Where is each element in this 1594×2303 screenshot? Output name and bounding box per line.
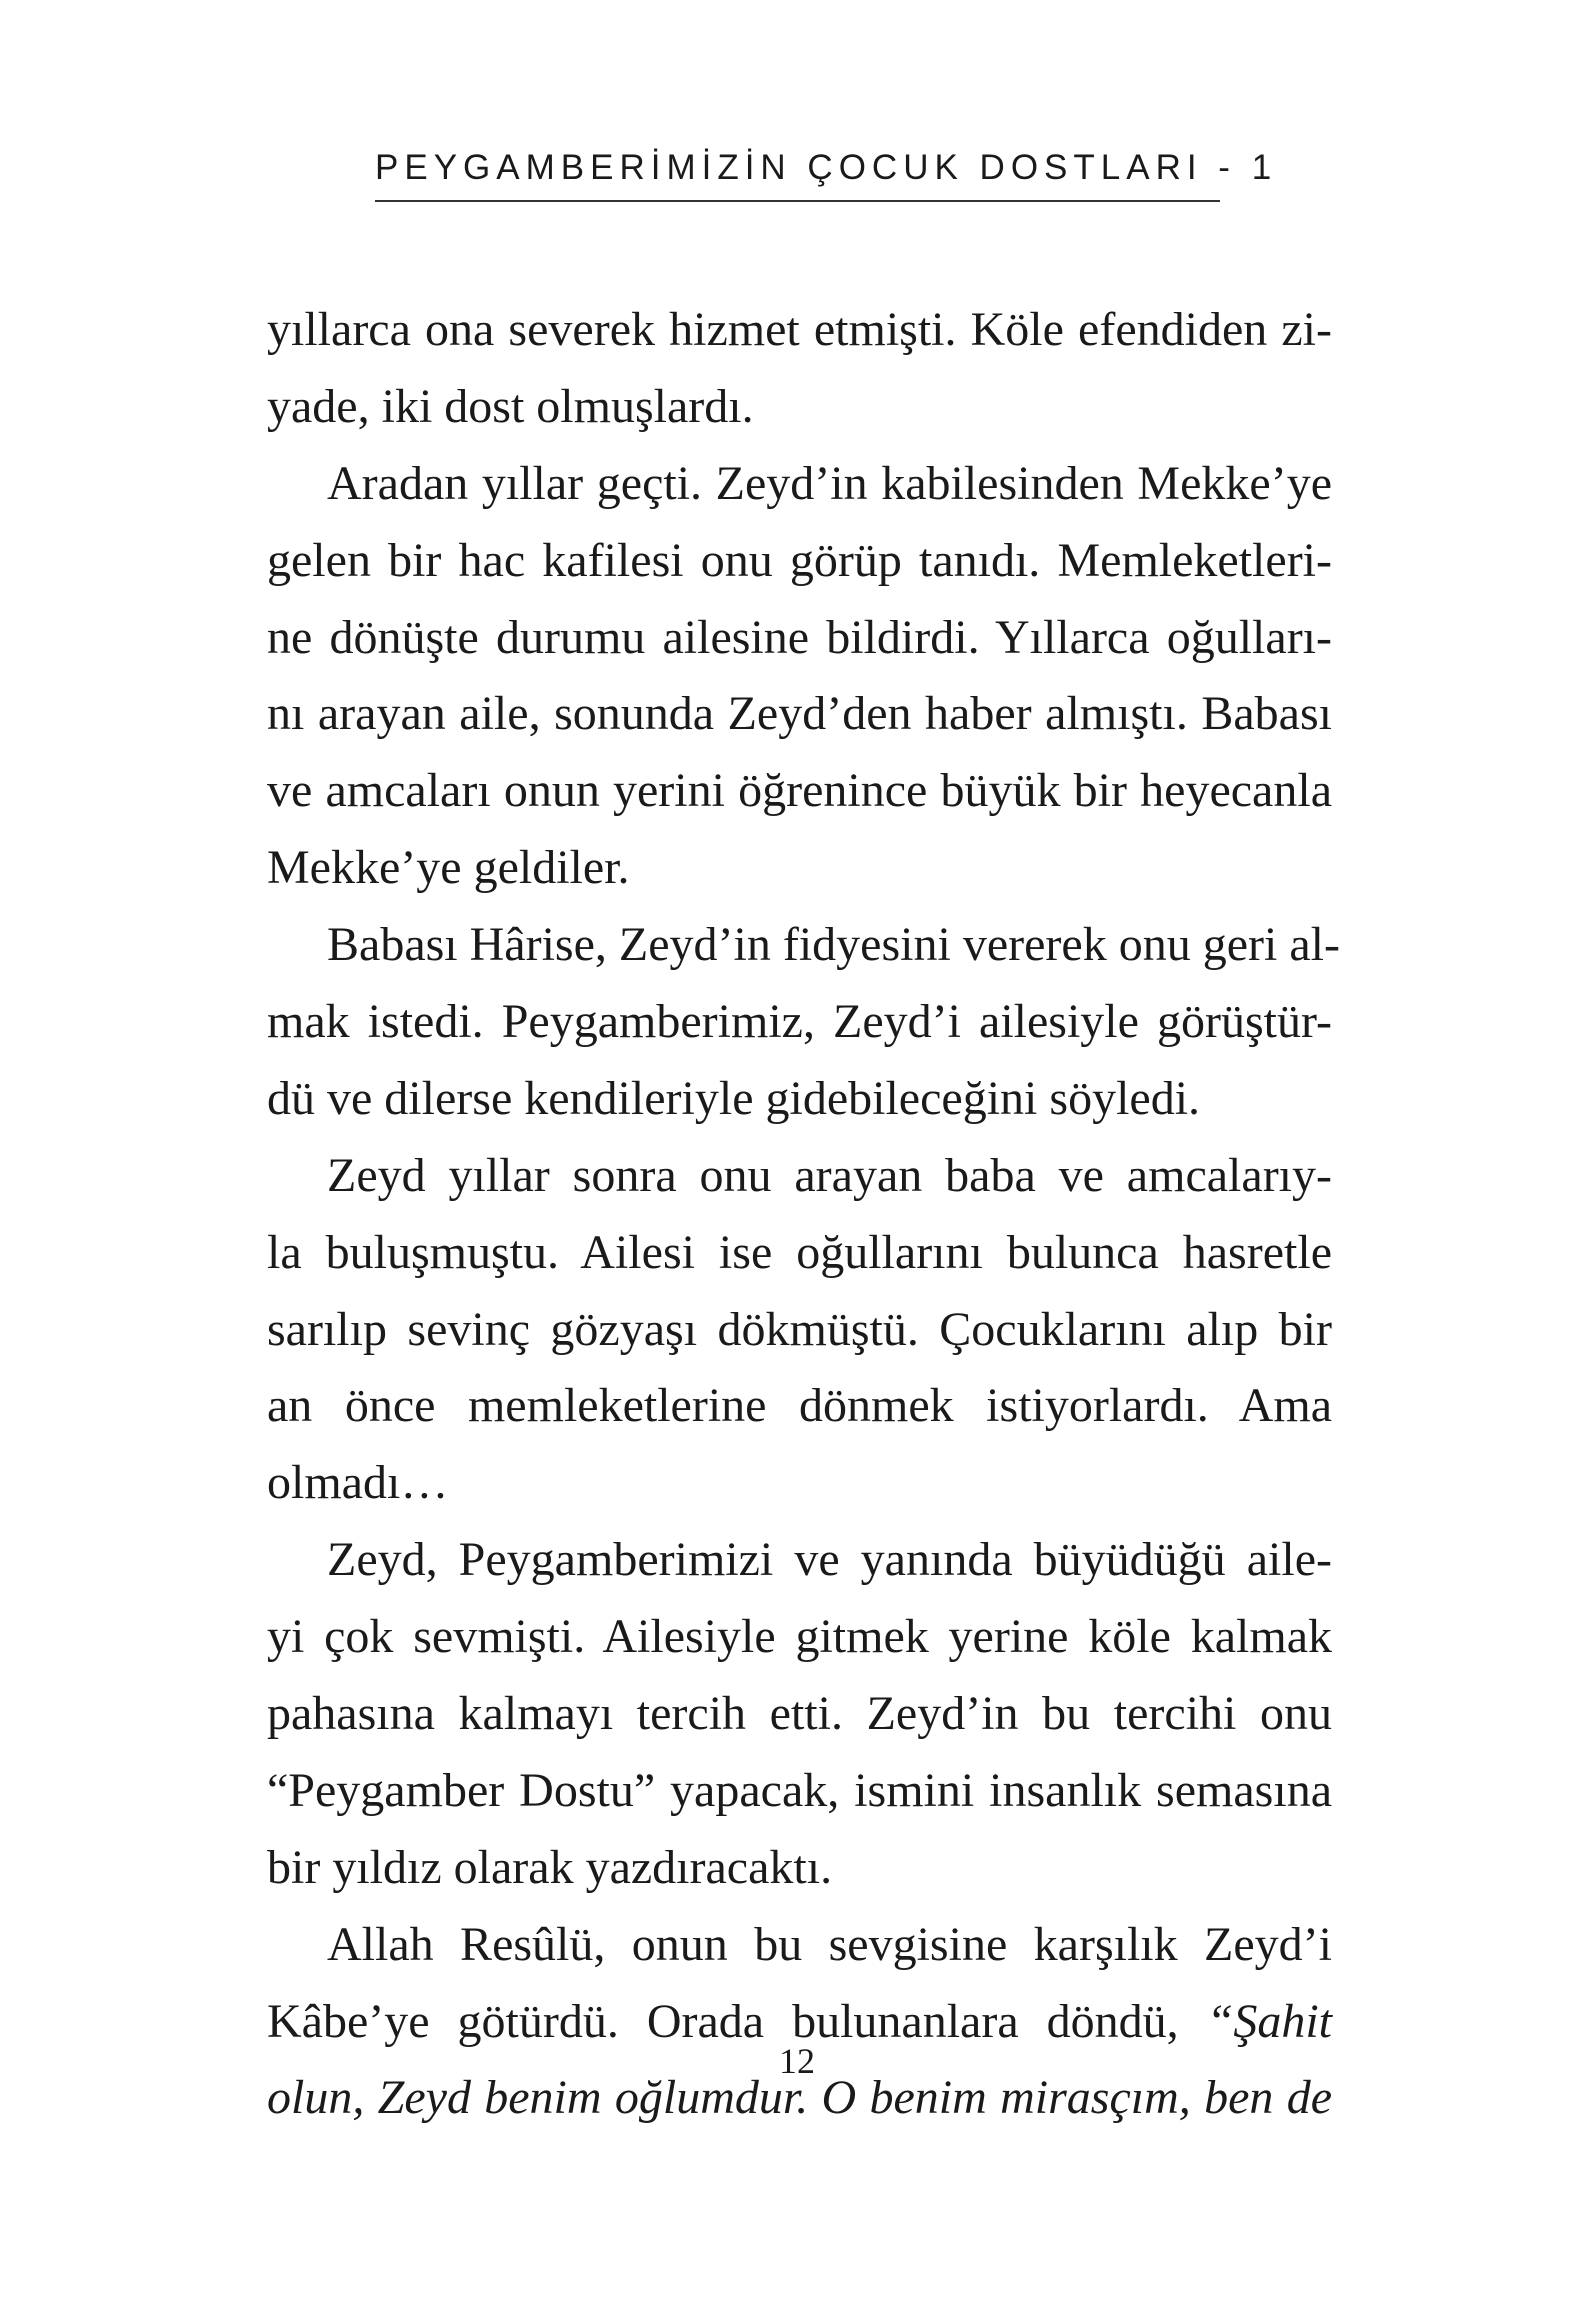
text-line: olmadı… [267, 1456, 449, 1510]
text-line: yıllarca ona severek hizmet etmişti. Köle efendiden zi- [267, 303, 1332, 356]
text-line: bir yıldız olarak yazdıracaktı. [267, 1840, 833, 1894]
text-line: an önce memleketlerine dönmek istiyorlardı. Ama [267, 1379, 1332, 1433]
header-divider [375, 200, 1220, 202]
text-line: pahasına kalmayı tercih etti. Zeyd’in bu tercihi onu [267, 1687, 1332, 1741]
text-segment: Kâbe’ye götürdü. Orada bulunanlara döndü, [267, 1994, 1179, 2048]
quote-line: olun, Zeyd benim oğlumdur. O benim mirasçım, ben de [267, 2071, 1332, 2125]
text-line: ne dönüşte durumu ailesine bildirdi. Yıllarca oğulları- [267, 610, 1332, 664]
paragraph-start-line: Zeyd yıllar sonra onu arayan baba ve amcalarıy- [327, 1148, 1332, 1202]
page-number: 12 [779, 2041, 815, 2081]
text-line: gelen bir hac kafilesi onu görüp tanıdı. Memleketleri- [267, 533, 1332, 587]
paragraph-start-line: Babası Hârise, Zeyd’in fidyesini vererek onu geri al- [327, 918, 1340, 972]
running-header-title: PEYGAMBERİMİZİN ÇOCUK DOSTLARI - 1 [375, 148, 1278, 187]
text-line: Mekke’ye geldiler. [267, 841, 630, 895]
paragraph-start-line: Zeyd, Peygamberimizi ve yanında büyüdüğü aile- [327, 1533, 1332, 1587]
text-line: “Peygamber Dostu” yapacak, ismini insanlık semasına [267, 1763, 1332, 1817]
text-line: sarılıp sevinç gözyaşı dökmüştü. Çocuklarını alıp bir [267, 1302, 1332, 1356]
text-line: yade, iki dost olmuşlardı. [267, 379, 754, 433]
quote-segment: “Şahit [1206, 1994, 1332, 2048]
text-line: mak istedi. Peygamberimiz, Zeyd’i ailesiyle görüştür- [267, 995, 1332, 1049]
text-line: yi çok sevmişti. Ailesiyle gitmek yerine köle kalmak [267, 1610, 1332, 1664]
body-text [267, 292, 1340, 2137]
paragraph-start-line: Aradan yıllar geçti. Zeyd’in kabilesinden Mekke’ye [327, 456, 1332, 510]
paragraph-start-line: Allah Resûlü, onun bu sevgisine karşılık Zeyd’i [327, 1917, 1332, 1971]
text-line: la buluşmuştu. Ailesi ise oğullarını bulunca hasretle [267, 1225, 1332, 1279]
text-line: nı arayan aile, sonunda Zeyd’den haber almıştı. Babası [267, 687, 1332, 741]
text-line: dü ve dilerse kendileriyle gidebileceğini söyledi. [267, 1071, 1201, 1125]
text-line: ve amcaları onun yerini öğrenince büyük bir heyecanla [267, 764, 1332, 818]
